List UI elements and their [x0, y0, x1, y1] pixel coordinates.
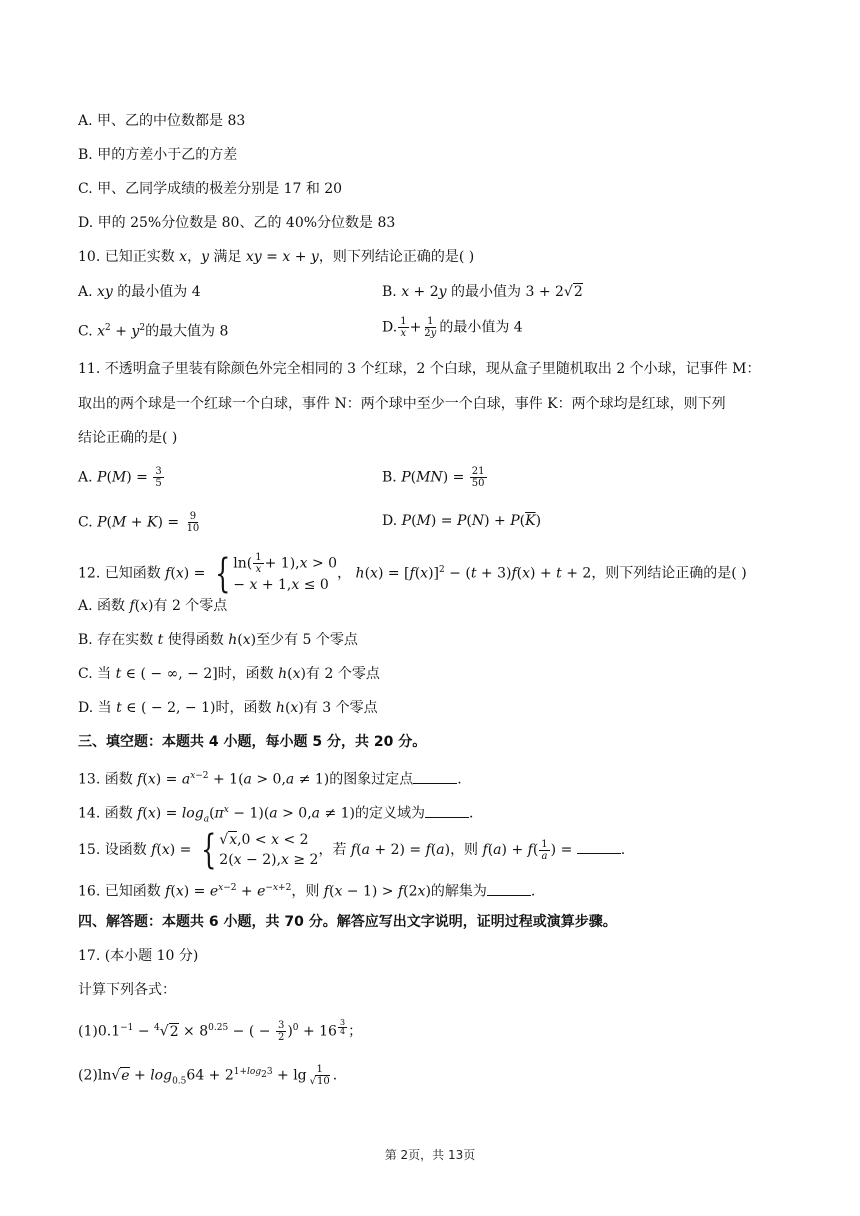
q12-suffix: ，则下列结论正确的是( ) [591, 565, 747, 582]
q10-stem: 10. 已知正实数 x，y 满足 xy = x + y，则下列结论正确的是( ) [78, 249, 475, 265]
q13-answer-blank[interactable] [413, 771, 457, 784]
q10-a-text: 的最小值为 4 [117, 284, 201, 300]
q17-part-1: $(1)0.1^{-1} - ^4√2 \times 8^{0.25}$ − ( − $\frac{3}{2}$ )$^0$ + 16 $^{\frac{3}{4}}$ ； [78, 1018, 363, 1044]
q11-b-label: B. [382, 469, 397, 486]
q10-option-c: C. $x^2 + y^2$的最大值为 8 [78, 323, 229, 340]
q11-option-a: A. P(M) = $\frac{3}{5}$ [78, 466, 162, 489]
q16-mid: ，则 [291, 883, 320, 900]
q12-d-text: D. 当 [78, 700, 112, 716]
q12-c-mid: 时，函数 [217, 666, 274, 682]
q10-option-d: D. $\frac{1}{x}$ + $\frac{1}{2y}$ 的最小值为 4 [382, 316, 523, 339]
q17-p1-label: (1) [78, 1023, 98, 1040]
q10-stem-prefix: 10. 已知正实数 [78, 249, 175, 265]
q9-option-a: A. 甲、乙的中位数都是 83 [78, 113, 246, 129]
q16-answer-blank[interactable] [487, 883, 531, 896]
q14-prefix: 14. 函数 [78, 805, 133, 822]
q12-stem: 12. 已知函数 f(x) = { ln( $\frac{1}{x}$ + 1),x > 0 − x + 1,x ≤ 0 ， $h(x) = [f(x)]^2 - (t + 3)f(x) + t + 2$，则下列结论正确的是( ) [78, 550, 747, 597]
q11-option-b: B. P(MN) = $\frac{21}{50}$ [382, 466, 485, 489]
q10-d-label: D. [382, 319, 398, 336]
q13-prefix: 13. 函数 [78, 771, 133, 788]
q13-end: . [457, 771, 462, 788]
section-3-title: 三、填空题：本题共 4 小题，每小题 5 分，共 20 分。 [78, 734, 427, 750]
q12-d-tail: 有 3 个零点 [303, 700, 378, 716]
q15-answer-blank[interactable] [577, 841, 621, 854]
q16-suffix: 的解集为 [430, 883, 487, 900]
q12-a-text: A. 函数 [78, 598, 126, 614]
q16: 16. 已知函数 $f(x) = e^{x-2} + e^{-x+2}$，则 f(x − 1) > f(2x)的解集为 . [78, 883, 536, 900]
q14-end: . [469, 805, 474, 822]
q12-c-text: C. 当 [78, 666, 112, 682]
q10-c-text: 的最大值为 8 [145, 323, 229, 340]
section-4-title: 四、解答题：本题共 6 小题，共 70 分。解答应写出文字说明，证明过程或演算步骤。 [78, 914, 617, 930]
q11-d-label: D. [382, 513, 398, 529]
q13: 13. 函数 $f(x) = a^{x-2} + 1(a > 0,a \ne 1)$的图象过定点 . [78, 771, 462, 788]
q12-a-tail: 有 2 个零点 [153, 598, 228, 614]
q11-c-label: C. [78, 514, 93, 531]
q12-option-c: C. 当 t ∈ ( − ∞, − 2]时，函数 h(x)有 2 个零点 [78, 666, 380, 682]
q12-b-tail: 至少有 5 个零点 [256, 632, 358, 648]
q12-b-text: B. 存在实数 [78, 632, 154, 648]
q9-option-c: C. 甲、乙同学成绩的极差分别是 17 和 20 [78, 181, 343, 197]
q12-d-mid: 时，函数 [215, 700, 272, 716]
q17-p1-end: ； [348, 1023, 363, 1040]
q14: 14. 函数 $f(x) = \log_a(\pi^x - 1)(a > 0,a \ne 1)$的定义域为 . [78, 805, 474, 825]
q12-option-d: D. 当 t ∈ ( − 2, − 1)时，函数 h(x)有 3 个零点 [78, 700, 378, 716]
q11-option-c: C. P(M + K) = $\frac{9}{10}$ [78, 511, 200, 534]
q11-line-2: 取出的两个球是一个红球一个白球，事件 N：两个球中至少一个白球，事件 K：两个球均是红球，则下列 [78, 396, 726, 412]
q11-a-label: A. [78, 469, 93, 486]
q17-intro: 计算下列各式： [78, 982, 176, 998]
q12-prefix: 12. 已知函数 [78, 565, 161, 582]
q17-header: 17. (本小题 10 分) [78, 948, 199, 964]
q17-p2-end: . [332, 1067, 338, 1084]
q12-c-tail: 有 2 个零点 [306, 666, 380, 682]
q13-suffix: 的图象过定点 [329, 771, 414, 788]
q9-option-d: D. 甲的 25%分位数是 80、乙的 40%分位数是 83 [78, 215, 396, 231]
q9-option-b: B. 甲的方差小于乙的方差 [78, 147, 238, 163]
q17-p2-label: (2) [78, 1067, 98, 1084]
q16-end: . [530, 883, 536, 900]
q12-option-a: A. 函数 f(x)有 2 个零点 [78, 598, 228, 614]
q10-option-a: A. xy 的最小值为 4 [78, 284, 201, 300]
q10-a-label: A. [78, 284, 93, 300]
q12-option-b: B. 存在实数 t 使得函数 h(x)至少有 5 个零点 [78, 632, 358, 648]
q15-mid1: ，若 [318, 842, 347, 858]
q11-line-1: 11. 不透明盒子里装有除颜色外完全相同的 3 个红球，2 个白球，现从盒子里随机取出 2 个小球，记事件 M： [78, 361, 761, 377]
q15-prefix: 15. 设函数 [78, 842, 147, 858]
q11-line-3: 结论正确的是( ) [78, 430, 178, 446]
q10-stem-suffix: ，则下列结论正确的是( ) [318, 249, 475, 265]
q12-b-mid: 使得函数 [167, 632, 224, 648]
q10-b-label: B. [382, 284, 397, 300]
q14-answer-blank[interactable] [425, 805, 469, 818]
q15: 15. 设函数 f(x) = { √x,0 < x < 2 2(x − 2),x ≥ 2 ，若 f(a + 2) = f(a)，则 f(a) + f( $\frac{1}{a}$ ) = . [78, 827, 626, 873]
q10-c-label: C. [78, 323, 93, 340]
q10-d-text: 的最小值为 4 [439, 319, 523, 336]
q14-suffix: 的定义域为 [355, 805, 426, 822]
q16-prefix: 16. 已知函数 [78, 883, 161, 900]
q15-end: . [620, 842, 626, 858]
q11-option-d: D. $P(M) = P(N) + P(\overline{K})$ [382, 513, 542, 529]
q10-option-b: B. x + 2y 的最小值为 3 + 2√2 [382, 284, 583, 300]
q10-b-text: 的最小值为 [451, 284, 522, 300]
q17-part-2: $(2)\ln√e + \log_{0.5}64 + 2^{1+log_23} + \lg$ $\frac{1}{√10}$ . [78, 1064, 338, 1088]
page-footer: 第 2页，共 13页 [384, 1148, 476, 1162]
q15-mid2: ，则 [450, 842, 479, 858]
